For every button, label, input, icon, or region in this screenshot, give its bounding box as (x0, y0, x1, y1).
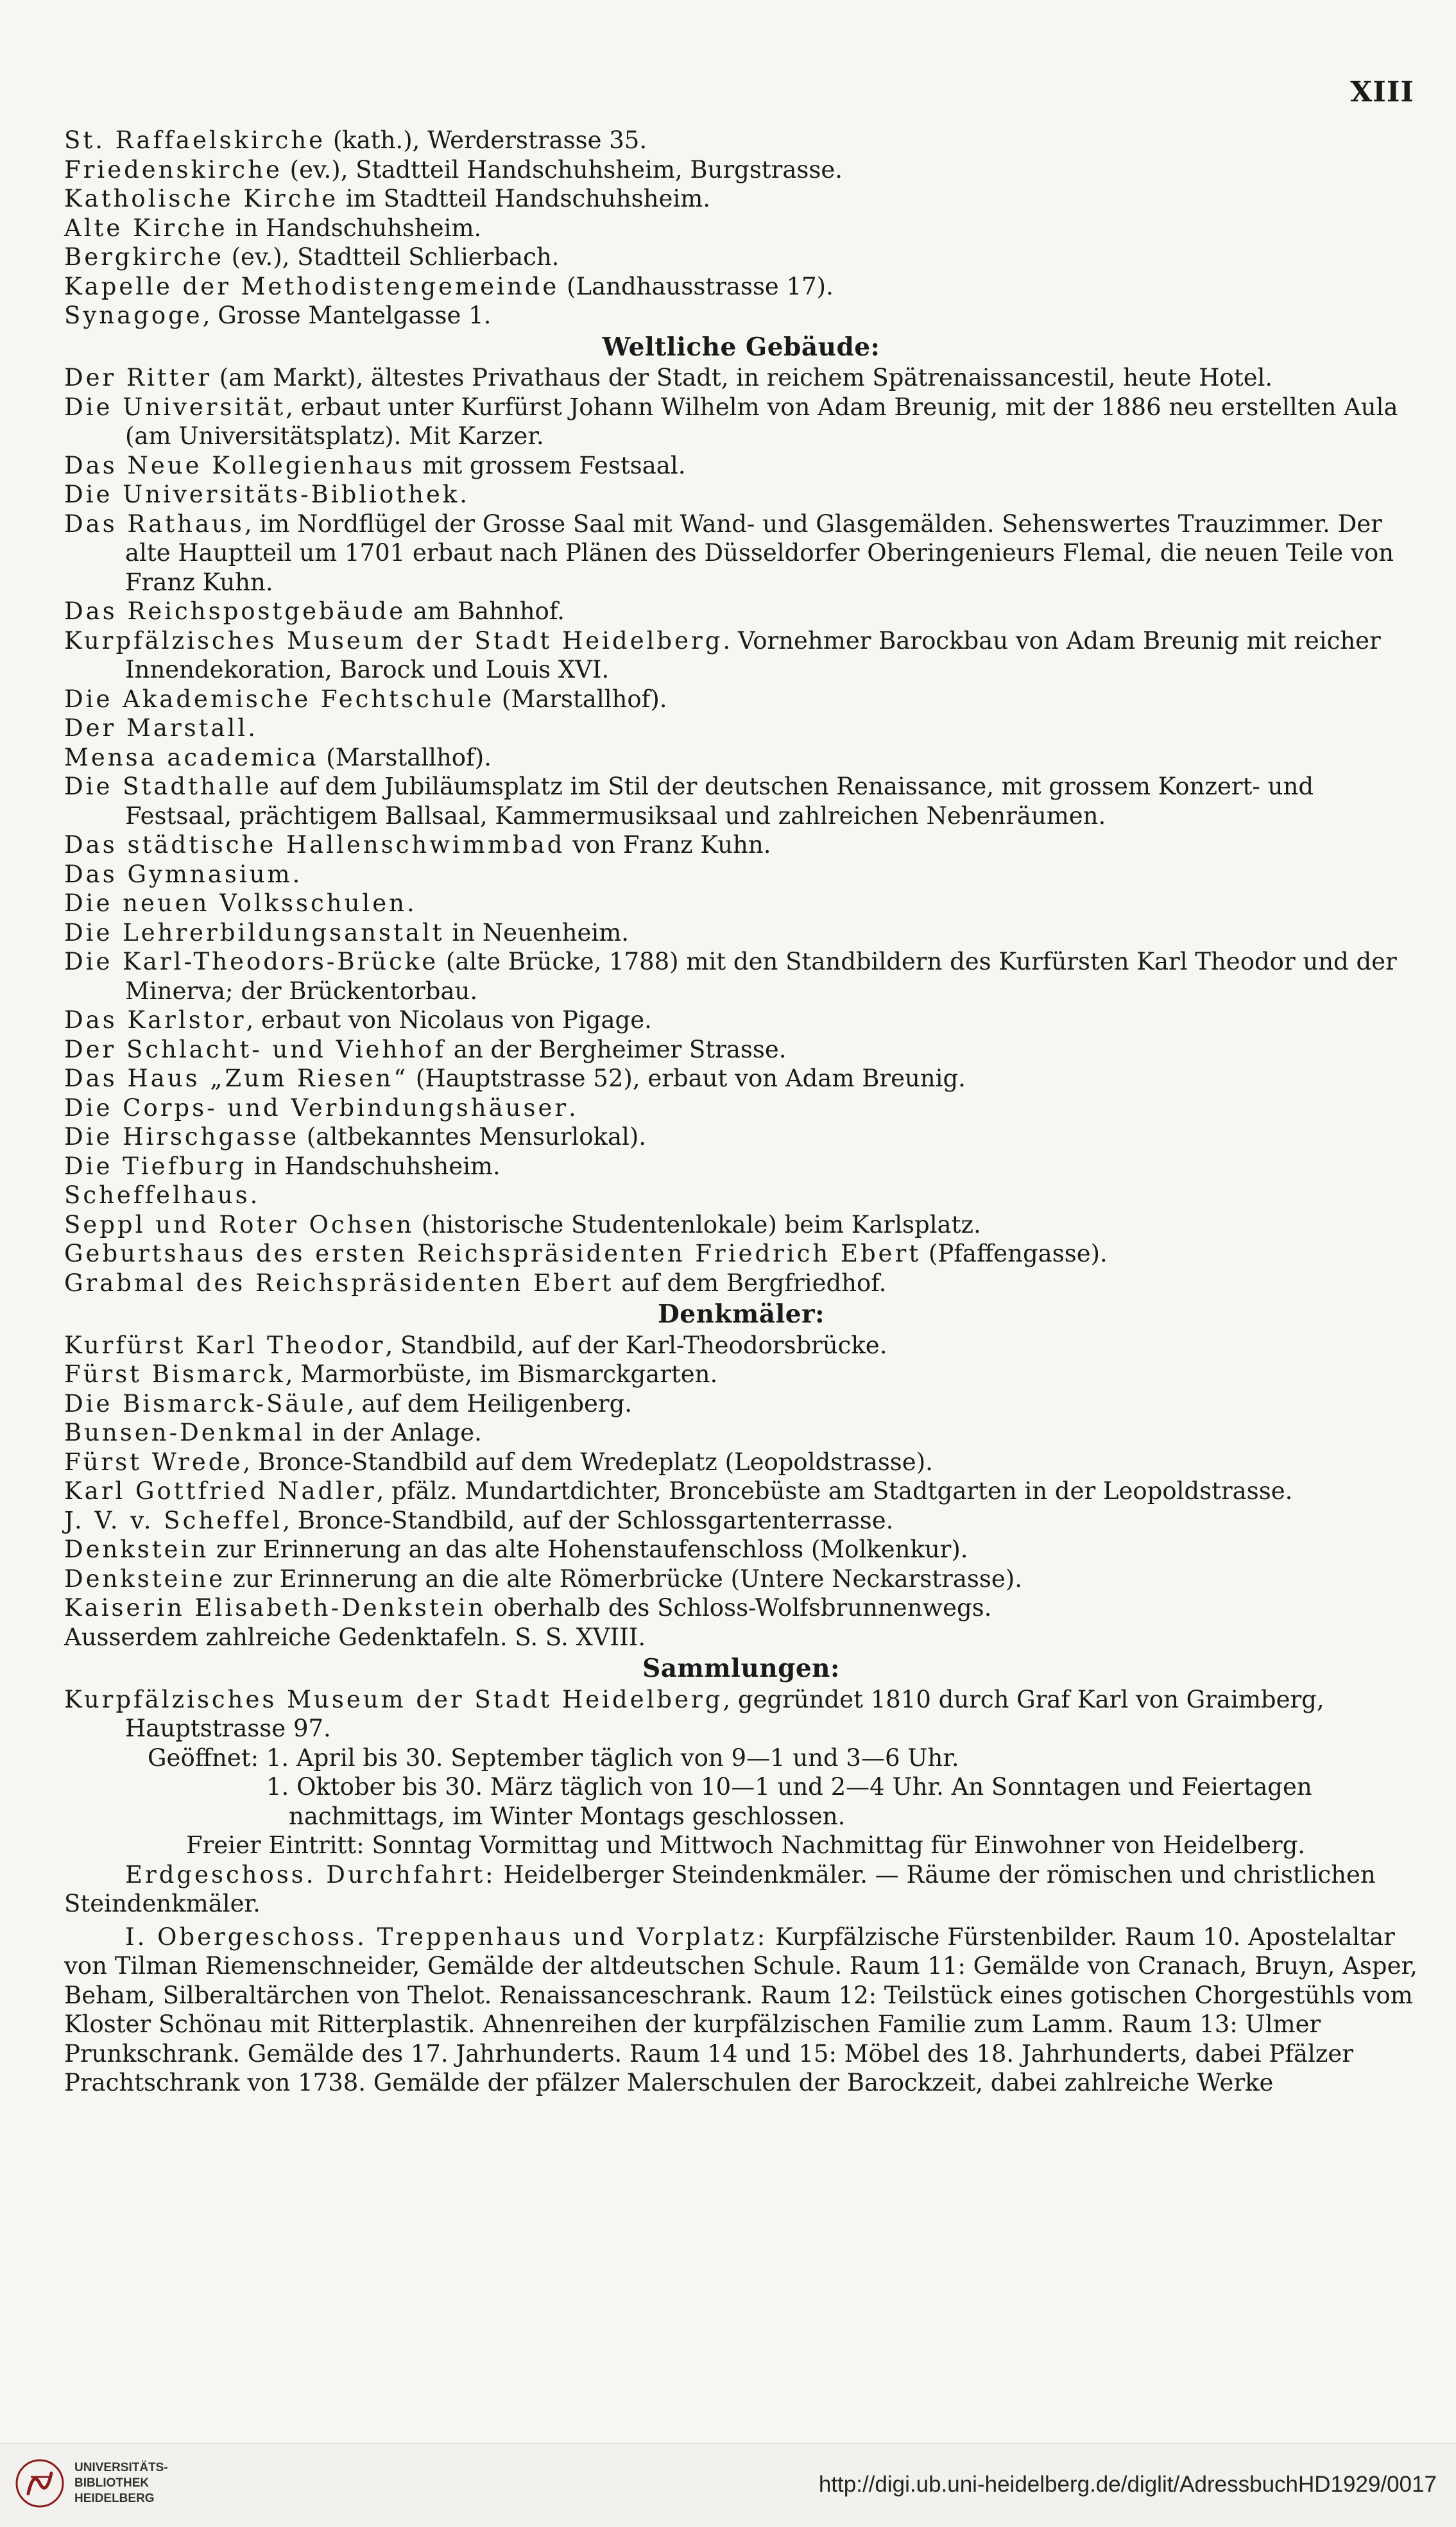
entry-text: (altbekanntes Mensurlokal). (299, 1123, 647, 1151)
list-item (64, 126, 1418, 155)
list-item (64, 1418, 1418, 1448)
entry-text: , Marmorbüste, im Bismarckgarten. (285, 1360, 718, 1388)
list-item (64, 301, 1418, 330)
section-heading-denkmaeler: Denkmäler: (657, 1299, 825, 1329)
entry-name: Fürst Bismarck (64, 1360, 286, 1388)
entry-text: . (459, 481, 468, 508)
entry-text: zur Erinnerung an das alte Hohenstaufenschloss (Molkenkur). (209, 1536, 968, 1563)
churches-list (64, 126, 1418, 330)
list-item (64, 1152, 1418, 1181)
list-item (64, 1564, 1418, 1594)
list-item (64, 1006, 1418, 1035)
collections-section (64, 1685, 1418, 2098)
list-item (64, 1269, 1418, 1298)
entry-text: (ev.), Stadtteil Handschuhsheim, Burgstrasse. (282, 155, 843, 184)
entry-text: (kath.), Werderstrasse 35. (325, 126, 647, 154)
entry-text: von Franz Kuhn. (565, 831, 771, 859)
list-item (64, 1064, 1418, 1093)
list-item (64, 947, 1418, 1006)
entry-text: (Marstallhof). (318, 743, 492, 771)
entry-name: Das Neue Kollegienhaus (64, 451, 415, 479)
page-content (64, 126, 1418, 2098)
list-item (64, 1593, 1418, 1623)
logo-line: HEIDELBERG (74, 2492, 155, 2505)
entry-text: (Pfaffengasse). (921, 1240, 1108, 1267)
list-item (64, 1122, 1418, 1152)
list-item (64, 1535, 1418, 1564)
list-item (64, 272, 1418, 302)
entry-name: Kurfürst Karl Theodor (64, 1331, 386, 1359)
entry-text: (Hauptstrasse 52), erbaut von Adam Breunig. (408, 1065, 966, 1092)
entry-name: Die Hirschgasse (64, 1123, 300, 1151)
entry-text: , im Nordflügel der Grosse Saal mit Wand- und Glasgemälden. Sehenswertes Trauzimmer. Der alte Hauptteil um 1701 erbaut nach Plänen des Düsseldorfer Oberingenieurs Flemal, die neuen Teile von Franz Kuhn. (125, 510, 1394, 596)
entry-text: . (406, 889, 415, 917)
entry-text: (historische Studentenlokale) beim Karlsplatz. (414, 1210, 981, 1238)
list-item (64, 510, 1418, 597)
entry-name: Bergkirche (64, 243, 224, 271)
list-item (64, 889, 1418, 918)
hours-text-1: 1. April bis 30. September täglich von 9—1 und 3—6 Uhr. (259, 1743, 959, 1772)
entry-name: Die Universität (64, 393, 286, 421)
entry-text: am Bahnhof. (406, 597, 565, 625)
entry-name: Das Reichspostgebäude (64, 597, 406, 625)
list-item (64, 1506, 1418, 1536)
entry-name: Bunsen-Denkmal (64, 1419, 305, 1446)
entry-name: Die neuen Volksschulen (64, 889, 407, 917)
list-item (64, 1623, 1418, 1652)
entry-text: auf dem Jubiläumsplatz im Stil der deutschen Renaissance, mit grossem Konzert- und Festsaal, prächtigem Ballsaal, Kammermusiksaal und zahlreichen Nebenräumen. (125, 773, 1314, 830)
entry-name: Das Rathaus (64, 510, 244, 538)
library-logo[interactable] (14, 2458, 168, 2509)
entry-text: auf dem Bergfriedhof. (613, 1269, 887, 1297)
entry-text: zur Erinnerung an die alte Römerbrücke (Untere Neckarstrasse). (225, 1564, 1022, 1593)
museum-name: Kurpfälzisches Museum der Stadt Heidelberg (64, 1685, 723, 1713)
entry-text: , auf dem Heiligenberg. (346, 1389, 633, 1418)
list-item (64, 480, 1418, 510)
list-item (64, 1210, 1418, 1240)
entry-name: Die Akademische Fechtschule (64, 685, 495, 713)
first-floor-label: I. Obergeschoss. Treppenhaus und Vorplatz: (125, 1923, 768, 1951)
entry-text: , erbaut unter Kurfürst Johann Wilhelm von Adam Breunig, mit der 1886 neu erstellten Aula (am Universitätsplatz). Mit Karzer. (125, 393, 1398, 450)
entry-text: (am Markt), ältestes Privathaus der Stadt, in reichem Spätrenaissancestil, heute Hotel. (212, 364, 1273, 391)
entry-name: Das Karlstor (64, 1006, 246, 1034)
list-item (64, 155, 1418, 185)
logo-line: BIBLIOTHEK (74, 2476, 150, 2490)
list-item (64, 1448, 1418, 1477)
museum-text: , gegründet 1810 durch Graf Karl von Graimberg, Hauptstrasse 97. (125, 1685, 1324, 1742)
list-item (64, 1093, 1418, 1123)
entry-text: in Neuenheim. (444, 918, 630, 947)
entry-text: . (250, 1181, 258, 1209)
entry-text: in Handschuhsheim. (227, 214, 482, 242)
list-item (64, 1389, 1418, 1419)
entry-name: Der Schlacht- und Viehhof (64, 1035, 447, 1063)
opening-hours (64, 1743, 1418, 1860)
page-number: XIII (1350, 76, 1414, 108)
entry-text: , Grosse Mantelgasse 1. (202, 302, 492, 329)
entry-name: Die Lehrerbildungsanstalt (64, 918, 445, 947)
list-item (64, 451, 1418, 481)
entry-text: an der Bergheimer Strasse. (446, 1035, 787, 1063)
entry-name: Kaiserin Elisabeth-Denkstein (64, 1594, 486, 1622)
list-item (64, 1181, 1418, 1210)
list-item (64, 772, 1418, 830)
entry-text: (Marstallhof). (494, 685, 667, 713)
entry-name: Fürst Wrede (64, 1448, 243, 1476)
list-item (64, 714, 1418, 743)
section-heading-weltliche: Weltliche Gebäude: (602, 332, 880, 362)
entry-name: St. Raffaelskirche (64, 126, 326, 154)
entry-name: Die Karl-Theodors-Brücke (64, 948, 439, 975)
entry-text: , Standbild, auf der Karl-Theodorsbrücke. (385, 1331, 887, 1359)
entry-name: Katholische Kirche (64, 185, 339, 212)
library-name (74, 2460, 168, 2506)
list-item (64, 860, 1418, 889)
entry-name: Der Marstall (64, 714, 248, 742)
entry-name: Die Stadthalle (64, 773, 272, 800)
entry-name: Das Haus „Zum Riesen“ (64, 1065, 409, 1092)
entry-name: Kurpfälzisches Museum der Stadt Heidelberg (64, 626, 723, 655)
list-item (64, 918, 1418, 948)
list-item (64, 597, 1418, 626)
entry-text: , erbaut von Nicolaus von Pigage. (246, 1006, 652, 1034)
entry-name: Denkstein (64, 1536, 209, 1563)
entry-text: . (292, 860, 300, 888)
entry-name: Scheffelhaus (64, 1181, 250, 1209)
entry-text: in der Anlage. (304, 1419, 482, 1446)
entry-text: (ev.), Stadtteil Schlierbach. (223, 243, 560, 271)
list-item (64, 1035, 1418, 1065)
buildings-list (64, 363, 1418, 1298)
entry-name: Die Bismarck-Säule (64, 1389, 347, 1418)
hours-line-2: 1. Oktober bis 30. März täglich von 10—1 und 2—4 Uhr. An Sonntagen und Feiertagen nachmittags, im Winter Montags geschlossen. (266, 1773, 1312, 1830)
ground-floor-text: Heidelberger Steindenkmäler. — Räume der römischen und christlichen Steindenkmäler. (64, 1860, 1376, 1917)
footer-bar (0, 2443, 1456, 2527)
list-item (64, 1331, 1418, 1360)
list-item (64, 1360, 1418, 1389)
entry-name: Das Gymnasium (64, 860, 293, 888)
entry-text: , Bronce-Standbild auf dem Wredeplatz (Leopoldstrasse). (243, 1448, 933, 1476)
entry-name: Geburtshaus des ersten Reichspräsidenten Friedrich Ebert (64, 1240, 921, 1267)
hours-label: Geöffnet: (148, 1743, 259, 1772)
list-item (64, 1477, 1418, 1506)
entry-name: Friedenskirche (64, 155, 282, 184)
entry-text: . (569, 1093, 576, 1122)
entry-name: Der Ritter (64, 364, 212, 391)
entry-text: (alte Brücke, 1788) mit den Standbildern des Kurfürsten Karl Theodor und der Minerva; der Brückentorbau. (125, 948, 1397, 1005)
entry-name: Denksteine (64, 1564, 226, 1593)
entry-text: Ausserdem zahlreiche Gedenktafeln. S. S. XVIII. (64, 1623, 646, 1651)
entry-text: oberhalb des Schloss-Wolfsbrunnenwegs. (486, 1594, 992, 1622)
entry-name: Alte Kirche (64, 214, 228, 242)
entry-name: Mensa academica (64, 743, 319, 771)
list-item (64, 830, 1418, 860)
admission-text: Freier Eintritt: Sonntag Vormittag und Mittwoch Nachmittag für Einwohner von Heidelberg. (186, 1831, 1306, 1859)
entry-text: (Landhausstrasse 17). (559, 272, 834, 300)
first-floor-text: Kurpfälzische Fürstenbilder. Raum 10. Apostelaltar von Tilman Riemenschneider, Gemälde der altdeutschen Schule. Raum 11: Gemälde von Cranach, Bruyn, Asper, Beham, Silberaltärchen von Thelot. Renaissanceschrank. Raum 12: Teilstück eines gotischen Chorgestühls vom Kloster Schönau mit Ritterplastik. Ahnenreihen der kurpfälzischen Familie zum Lamm. Raum 13: Ulmer Prunkschrank. Gemälde des 17. Jahrhunderts. Raum 14 und 15: Möbel des 18. Jahrhunderts, dabei Pfälzer Prachtschrank von 1738. Gemälde der pfälzer Malerschulen der Barockzeit, dabei zahlreiche Werke (64, 1923, 1417, 2096)
entry-name: Die Corps- und Verbindungshäuser (64, 1093, 569, 1122)
logo-line: UNIVERSITÄTS- (74, 2461, 168, 2474)
list-item (64, 243, 1418, 272)
entry-text: . (248, 714, 255, 742)
list-item (64, 685, 1418, 714)
entry-text: , Bronce-Standbild, auf der Schlossgartenterrasse. (282, 1506, 894, 1534)
list-item (64, 184, 1418, 214)
list-item (64, 214, 1418, 243)
permalink-url[interactable]: http://digi.ub.uni-heidelberg.de/diglit/AdressbuchHD1929/0017 (818, 2472, 1437, 2497)
ground-floor-label: Erdgeschoss. Durchfahrt: (125, 1860, 496, 1889)
entry-text: , pfälz. Mundartdichter, Broncebüste am Stadtgarten in der Leopoldstrasse. (376, 1477, 1293, 1505)
entry-name: Kapelle der Methodistengemeinde (64, 272, 560, 300)
list-item (64, 393, 1418, 451)
list-item (64, 1239, 1418, 1269)
entry-text: im Stadtteil Handschuhsheim. (338, 185, 711, 212)
entry-name: Karl Gottfried Nadler (64, 1477, 377, 1505)
entry-name: Seppl und Roter Ochsen (64, 1210, 415, 1238)
entry-name: Die Universitäts-Bibliothek (64, 481, 460, 508)
entry-name: J. V. v. Scheffel (64, 1506, 283, 1534)
entry-text: mit grossem Festsaal. (415, 451, 686, 479)
list-item (64, 743, 1418, 773)
museum-entry (64, 1685, 1418, 1743)
entry-text: . Vornehmer Barockbau von Adam Breunig mit reicher Innendekoration, Barock und Louis XVI. (125, 626, 1381, 683)
entry-text: in Handschuhsheim. (246, 1152, 501, 1180)
ground-floor-paragraph (64, 1860, 1418, 1919)
list-item (64, 363, 1418, 393)
entry-name: Grabmal des Reichspräsidenten Ebert (64, 1269, 614, 1297)
hours-line-1 (148, 1743, 1418, 1773)
entry-name: Die Tiefburg (64, 1152, 247, 1180)
list-item (64, 626, 1418, 685)
entry-name: Synagoge (64, 302, 203, 329)
section-heading-sammlungen: Sammlungen: (642, 1654, 840, 1683)
first-floor-paragraph (64, 1923, 1418, 2098)
monuments-list (64, 1331, 1418, 1652)
library-emblem-icon (14, 2458, 65, 2509)
entry-name: Das städtische Hallenschwimmbad (64, 831, 565, 859)
